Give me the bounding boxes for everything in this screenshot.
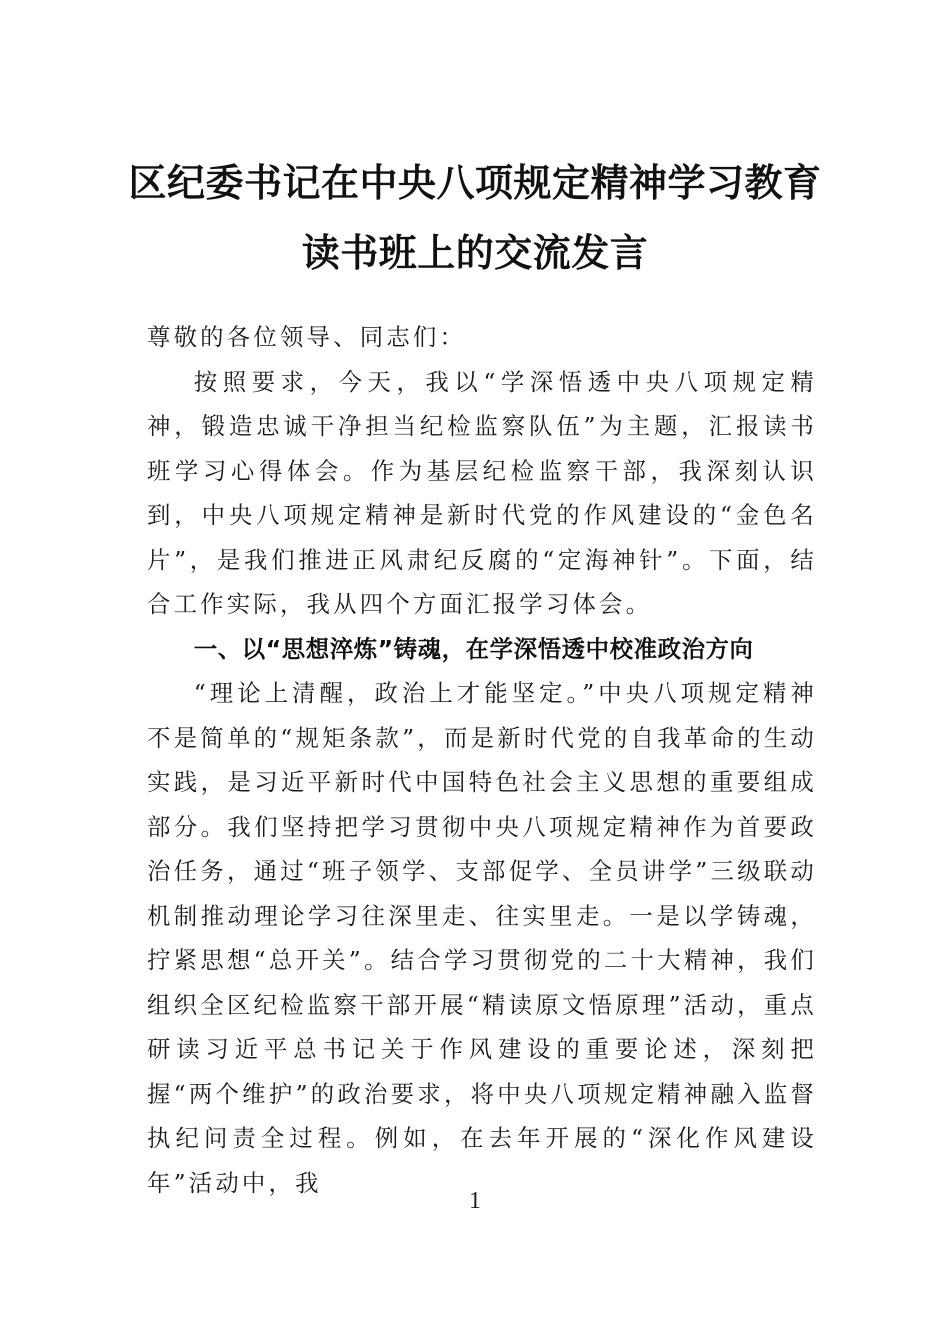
document-body — [147, 315, 817, 1205]
section-1-heading: 一、以“思想淬炼”铸魂，在学深悟透中校准政治方向 — [193, 634, 754, 663]
page-number: 1 — [469, 1188, 481, 1214]
document-title-line-2: 读书班上的交流发言 — [301, 230, 649, 275]
section-1-paragraph: “理论上清醒，政治上才能坚定。”中央八项规定精神不是简单的“规矩条款”，而是新时代党的自我革命的生动实践，是习近平新时代中国特色社会主义思想的重要组成部分。我们坚持把学习贯彻中央八项规定精神作为首要政治任务，通过“班子领学、支部促学、全员讲学”三级联动机制推动理论学习往深里走、往实里走。一是以学铸魂，拧紧思想“总开关”。结合学习贯彻党的二十大精神，我们组织全区纪检监察干部开展“精读原文悟原理”活动，重点研读习近平总书记关于作风建设的重要论述，深刻把握“两个维护”的政治要求，将中央八项规定精神融入监督执纪问责全过程。例如，在去年开展的“深化作风建设年”活动中，我 — [147, 679, 817, 1197]
intro-paragraph: 按照要求，今天，我以“学深悟透中央八项规定精神，锻造忠诚干净担当纪检监察队伍”为主题，汇报读书班学习心得体会。作为基层纪检监察干部，我深刻认识到，中央八项规定精神是新时代党的作风建设的“金色名片”，是我们推进正风肃纪反腐的“定海神针”。下面，结合工作实际，我从四个方面汇报学习体会。 — [147, 367, 817, 618]
document-title-line-1: 区纪委书记在中央八项规定精神学习教育 — [128, 160, 822, 205]
salutation: 尊敬的各位领导、同志们： — [147, 323, 467, 351]
